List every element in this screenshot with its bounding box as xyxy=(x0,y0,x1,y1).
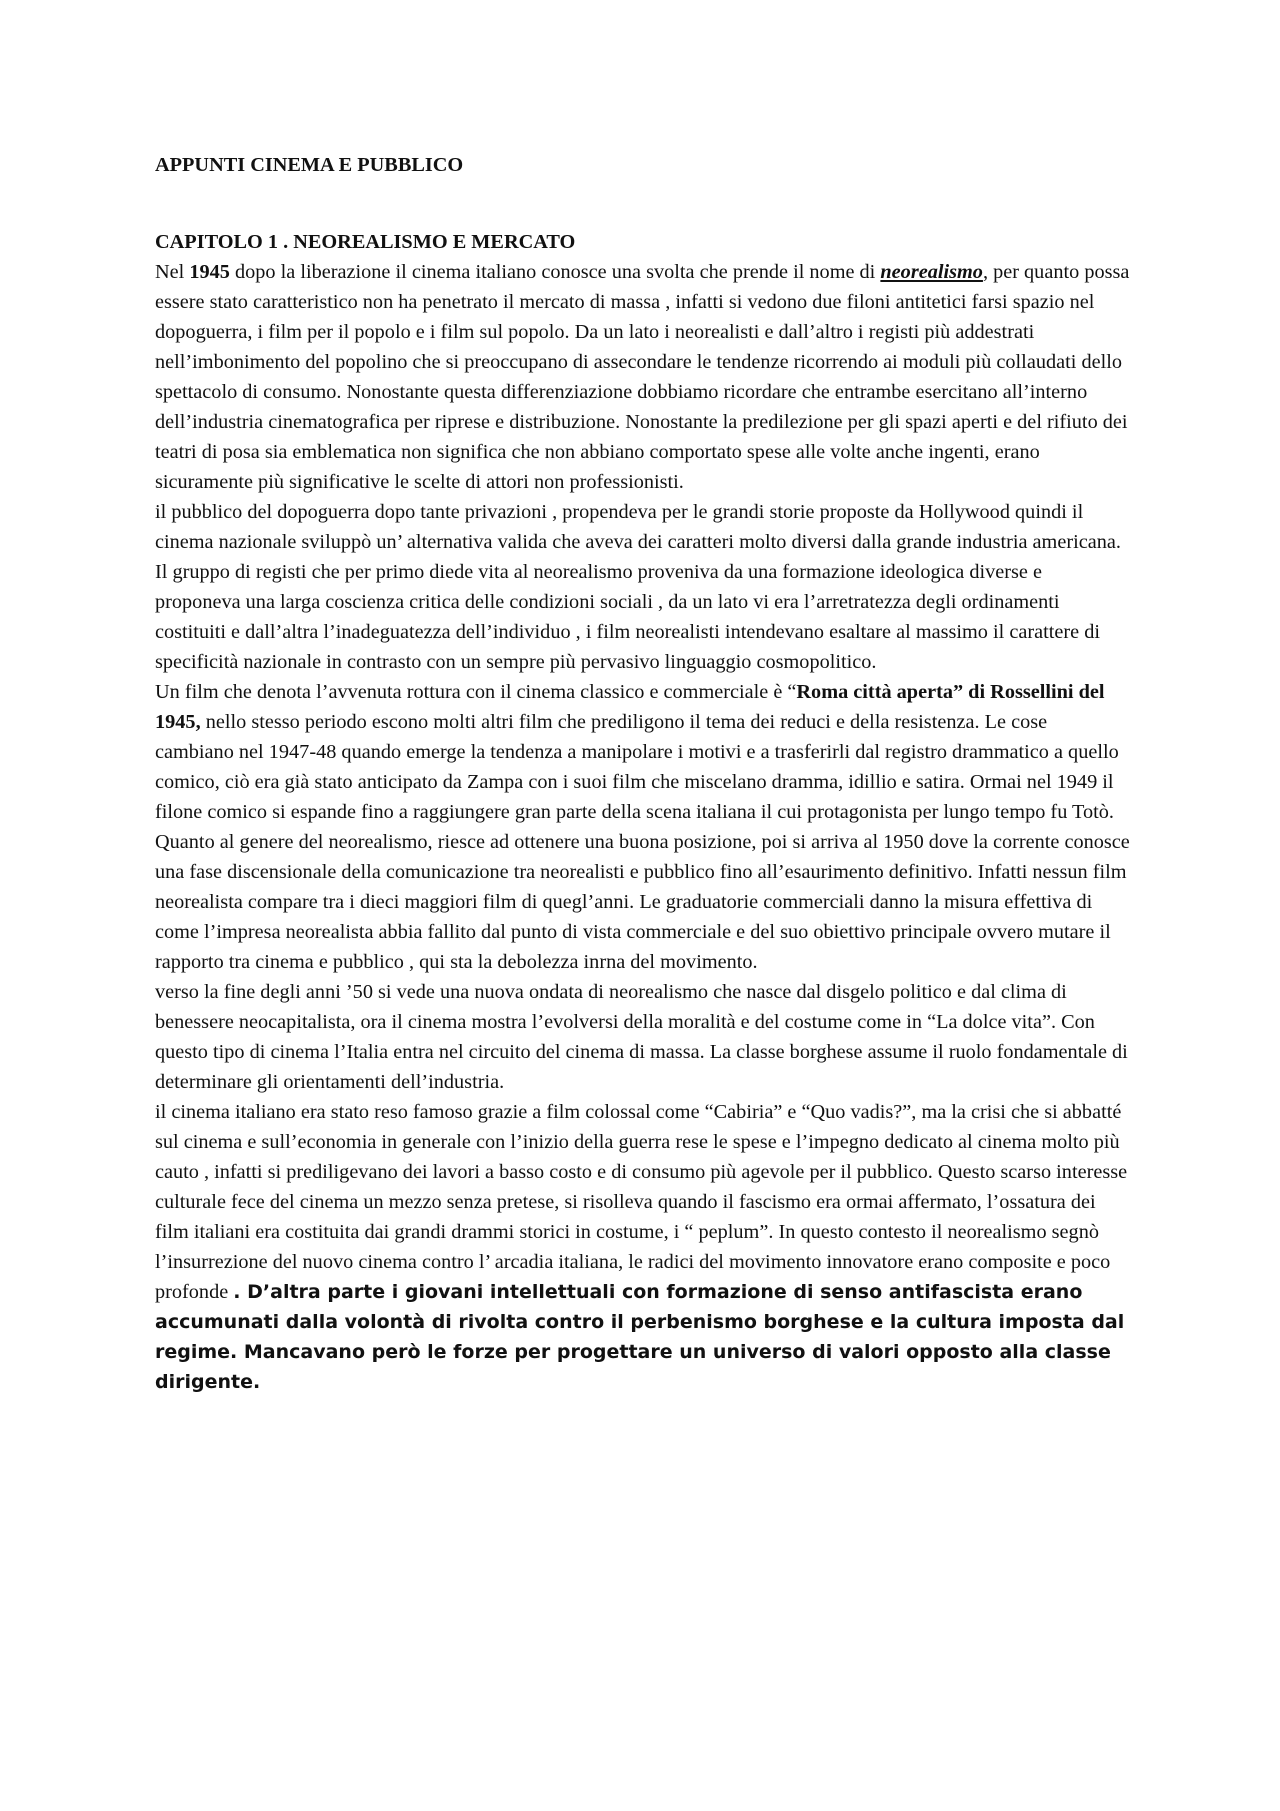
paragraph-1 xyxy=(155,257,1130,497)
paragraph-6-bold-text: . D’altra parte i giovani intellettuali con formazione di senso antifascista erano accumunati dalla volontà di rivolta contro il perbenismo borghese e la cultura imposta dal regime. Mancavano però le forze per progettare un universo di valori opposto alla classe dirigente. xyxy=(155,1281,1125,1393)
paragraph-3: Il gruppo di registi che per primo diede vita al neorealismo proveniva da una formazione ideologica diverse e proponeva una larga coscienza critica delle condizioni sociali , da un lato vi era l’arretratezza degli ordinamenti costituiti e dall’altra l’inadeguatezza dell’individuo , i film neorealisti intendevano esaltare al massimo il carattere di specificità nazionale in contrasto con un sempre più pervasivo linguaggio cosmopolitico. xyxy=(155,561,1100,673)
paragraph-4 xyxy=(155,677,1130,977)
chapter-title: CAPITOLO 1 . NEOREALISMO E MERCATO xyxy=(155,231,576,253)
document-title: APPUNTI CINEMA E PUBBLICO xyxy=(155,154,464,176)
paragraph-6 xyxy=(155,1097,1130,1397)
paragraph-1-text-a: Nel xyxy=(155,261,190,283)
paragraph-2: il pubblico del dopoguerra dopo tante privazioni , propendeva per le grandi storie proposte da Hollywood quindi il cinema nazionale sviluppò un’ alternativa valida che aveva dei caratteri molto diversi dalla grande industria americana. xyxy=(155,501,1121,553)
paragraph-1-text-b: dopo la liberazione il cinema italiano conosce una svolta che prende il nome di xyxy=(229,261,881,283)
paragraph-6-text: il cinema italiano era stato reso famoso grazie a film colossal come “Cabiria” e “Quo vadis?”, ma la crisi che si abbatté sul cinema e sull’economia in generale con l’inizio della guerra rese le spese e l’impegno dedicato al cinema molto più cauto , infatti si prediligevano dei lavori a basso costo e di consumo più agevole per il pubblico. Questo scarso interesse culturale fece del cinema un mezzo senza pretese, si risolleva quando il fascismo era ormai affermato, l’ossatura dei film italiani era costituita dai grandi drammi storici in costume, i “ peplum”. In questo contesto il neorealismo segnò l’insurrezione del nuovo cinema contro l’ arcadia italiana, le radici del movimento innovatore erano composite e poco profonde xyxy=(155,1101,1128,1303)
paragraph-4-text-a: Un film che denota l’avvenuta rottura con il cinema classico e commerciale è “ xyxy=(155,681,797,703)
paragraph-1-term-neorealismo: neorealismo xyxy=(880,261,983,283)
paragraph-4-film-title: Roma città aperta” di Rossellini del 1945, xyxy=(155,681,1105,733)
paragraph-4-text-b: nello stesso periodo escono molti altri film che prediligono il tema dei reduci e della resistenza. Le cose cambiano nel 1947-48 quando emerge la tendenza a manipolare i motivi e a trasferirli dal registro drammatico a quello comico, ciò era già stato anticipato da Zampa con i suoi film che miscelano dramma, idillio e satira. Ormai nel 1949 il filone comico si espande fino a raggiungere gran parte della scena italiana il cui protagonista per lungo tempo fu Totò. Quanto al genere del neorealismo, riesce ad ottenere una buona posizione, poi si arriva al 1950 dove la corrente conosce una fase discensionale della comunicazione tra neorealisti e pubblico fino all’esaurimento definitivo. Infatti nessun film neorealista compare tra i dieci maggiori film di quegl’anni. Le graduatorie commerciali danno la misura effettiva di come l’impresa neorealista abbia fallito dal punto di vista commerciale e del suo obiettivo principale ovvero mutare il rapporto tra cinema e pubblico , qui sta la debolezza inrna del movimento. xyxy=(155,711,1130,973)
paragraph-1-text-c: , per quanto possa essere stato caratteristico non ha penetrato il mercato di massa , infatti si vedono due filoni antitetici farsi spazio nel dopoguerra, i film per il popolo e i film sul popolo. Da un lato i neorealisti e dall’altro i registi più addestrati nell’imbonimento del popolino che si preoccupano di assecondare le tendenze ricorrendo ai moduli più collaudati dello spettacolo di consumo. Nonostante questa differenziazione dobbiamo ricordare che entrambe esercitano all’interno dell’industria cinematografica per riprese e distribuzione. Nonostante la predilezione per gli spazi aperti e del rifiuto dei teatri di posa sia emblematica non significa che non abbiano comportato spese alle volte anche ingenti, erano sicuramente più significative le scelte di attori non professionisti. xyxy=(155,261,1130,493)
paragraph-1-year: 1945 xyxy=(189,261,230,283)
document-page xyxy=(155,150,1130,1397)
paragraph-5: verso la fine degli anni ’50 si vede una nuova ondata di neorealismo che nasce dal disgelo politico e dal clima di benessere neocapitalista, ora il cinema mostra l’evolversi della moralità e del costume come in “La dolce vita”. Con questo tipo di cinema l’Italia entra nel circuito del cinema di massa. La classe borghese assume il ruolo fondamentale di determinare gli orientamenti dell’industria. xyxy=(155,981,1128,1093)
